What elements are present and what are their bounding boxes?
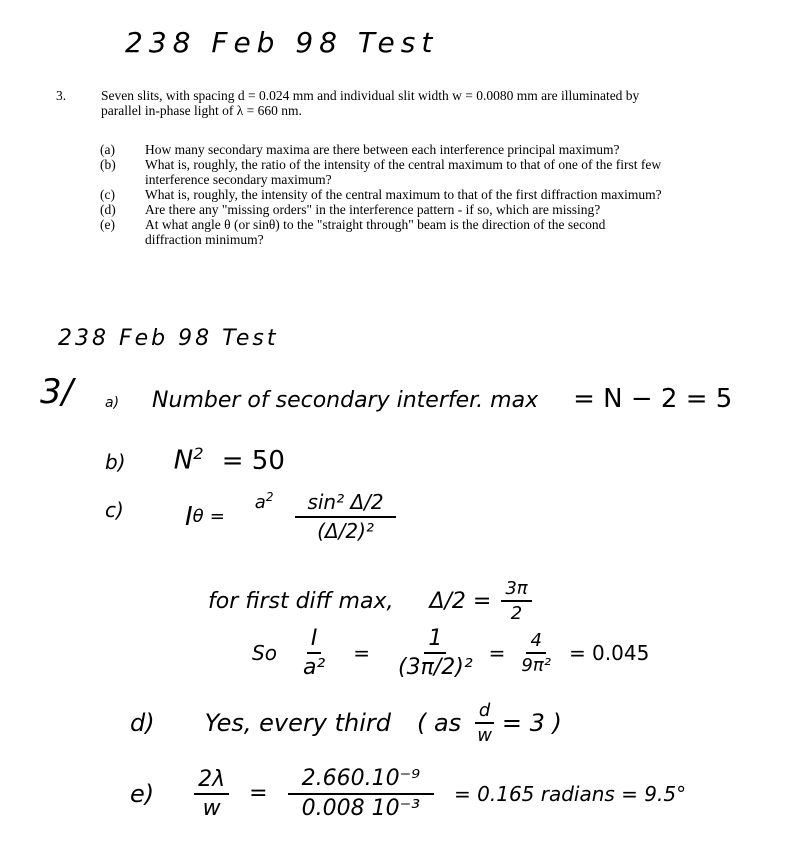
part-b-text-line2: interference secondary maximum? [145,172,332,187]
w-denominator: w [477,725,492,746]
first-diff-max-line [208,578,532,624]
two-lambda-over-w [194,767,229,821]
answer-e [130,766,686,821]
one-over-three-pi-half-squared [394,626,477,680]
answer-a [105,384,732,414]
numeric-fraction [288,766,434,821]
part-b-text-line1: What is, roughly, the ratio of the intensity of the central maximum to that of one of the first few [145,157,662,172]
part-a [100,142,720,157]
answer-a-text: Number of secondary interfer. max [152,388,539,413]
three-pi-over-two [501,578,531,624]
part-b-label: (b) [100,157,116,172]
three-pi: 3π [501,578,531,602]
equals: = [209,506,225,527]
three-pi-half-squared: (3π/2)² [398,655,473,680]
sinc-fraction [295,490,395,543]
answer-d-label: d) [130,709,155,737]
question-parts [100,142,720,247]
part-e-text-line1: At what angle θ (or sinθ) to the "straight through" beam is the direction of the second [145,217,606,232]
question-intro-line2: parallel in-phase light of λ = 660 nm. [101,103,302,118]
part-c-label: (c) [100,187,115,202]
part-c [100,187,720,202]
answer-b-exp: 2 [193,444,204,463]
part-e-text-line2: diffraction minimum? [145,232,264,247]
ratio-line [252,626,649,680]
answer-c-formula [185,490,396,543]
answer-c-label: c) [105,498,124,522]
handwritten-header: 238 Feb 98 Test [125,26,439,59]
first-diff-max-text: for first diff max, [208,588,394,614]
answer-d [130,700,562,746]
answer-a-label: a) [105,395,120,411]
paren-close: = 3 ) [501,709,562,737]
sinc-denominator: (Δ/2)² [317,519,374,543]
part-c-text: What is, roughly, the intensity of the central maximum to that of the first diffraction maximum? [145,187,662,202]
answer-e-result: = 0.165 radians = 9.5° [454,781,687,806]
four-over-nine-pi-squared [517,630,555,676]
coefficient: a [254,492,266,513]
part-e-label: (e) [100,217,115,232]
question-intro-line1: Seven slits, with spacing d = 0.024 mm and individual slit width w = 0.0080 mm are illuminated by [101,88,640,103]
part-d-label: (d) [100,202,116,217]
two: 2 [510,603,523,624]
solution-header: 238 Feb 98 Test [58,326,279,351]
answer-d-text: Yes, every third [204,709,391,737]
part-b [100,157,720,187]
so-label: So [252,641,277,665]
coefficient-exp: 2 [265,489,274,504]
part-d-text: Are there any "missing orders" in the interference pattern - if so, which are missing? [145,202,601,217]
two-lambda: 2λ [194,767,229,795]
part-e [100,217,720,247]
i-over-a-squared [299,626,329,680]
nine-pi-squared: 9π² [521,655,551,676]
paren-open: ( as [416,709,462,737]
w: w [202,795,221,821]
one: 1 [424,626,446,654]
d-numerator: d [475,700,494,724]
answer-a-result: = N − 2 = 5 [573,384,733,414]
equals-2: = [488,641,506,665]
part-d [100,202,720,217]
intensity-subscript: θ [192,506,204,527]
a-squared: a² [302,655,326,680]
answer-b [105,444,285,476]
solution-number: 3/ [40,372,74,412]
equals-e1: = [249,781,268,806]
sinc-numerator: sin² Δ/2 [295,490,395,518]
i-numerator: I [307,626,322,654]
numeric-denominator: 0.008 10⁻³ [301,796,421,821]
question-number: 3. [56,88,67,103]
delta-half: Δ/2 = [429,588,492,614]
answer-b-label: b) [105,449,126,474]
part-a-text: How many secondary maxima are there between each interference principal maximum? [145,142,620,157]
answer-b-rhs: = 50 [221,445,285,476]
answer-b-lhs: N [173,445,194,476]
equals-1: = [353,641,371,665]
answer-e-label: e) [130,779,155,808]
numeric-numerator: 2.660.10⁻⁹ [288,766,434,795]
d-over-w [473,700,496,746]
part-a-label: (a) [100,142,115,157]
question-intro [101,88,721,118]
four: 4 [526,630,545,654]
intensity-symbol: I [185,501,193,532]
ratio-result: = 0.045 [568,641,650,665]
